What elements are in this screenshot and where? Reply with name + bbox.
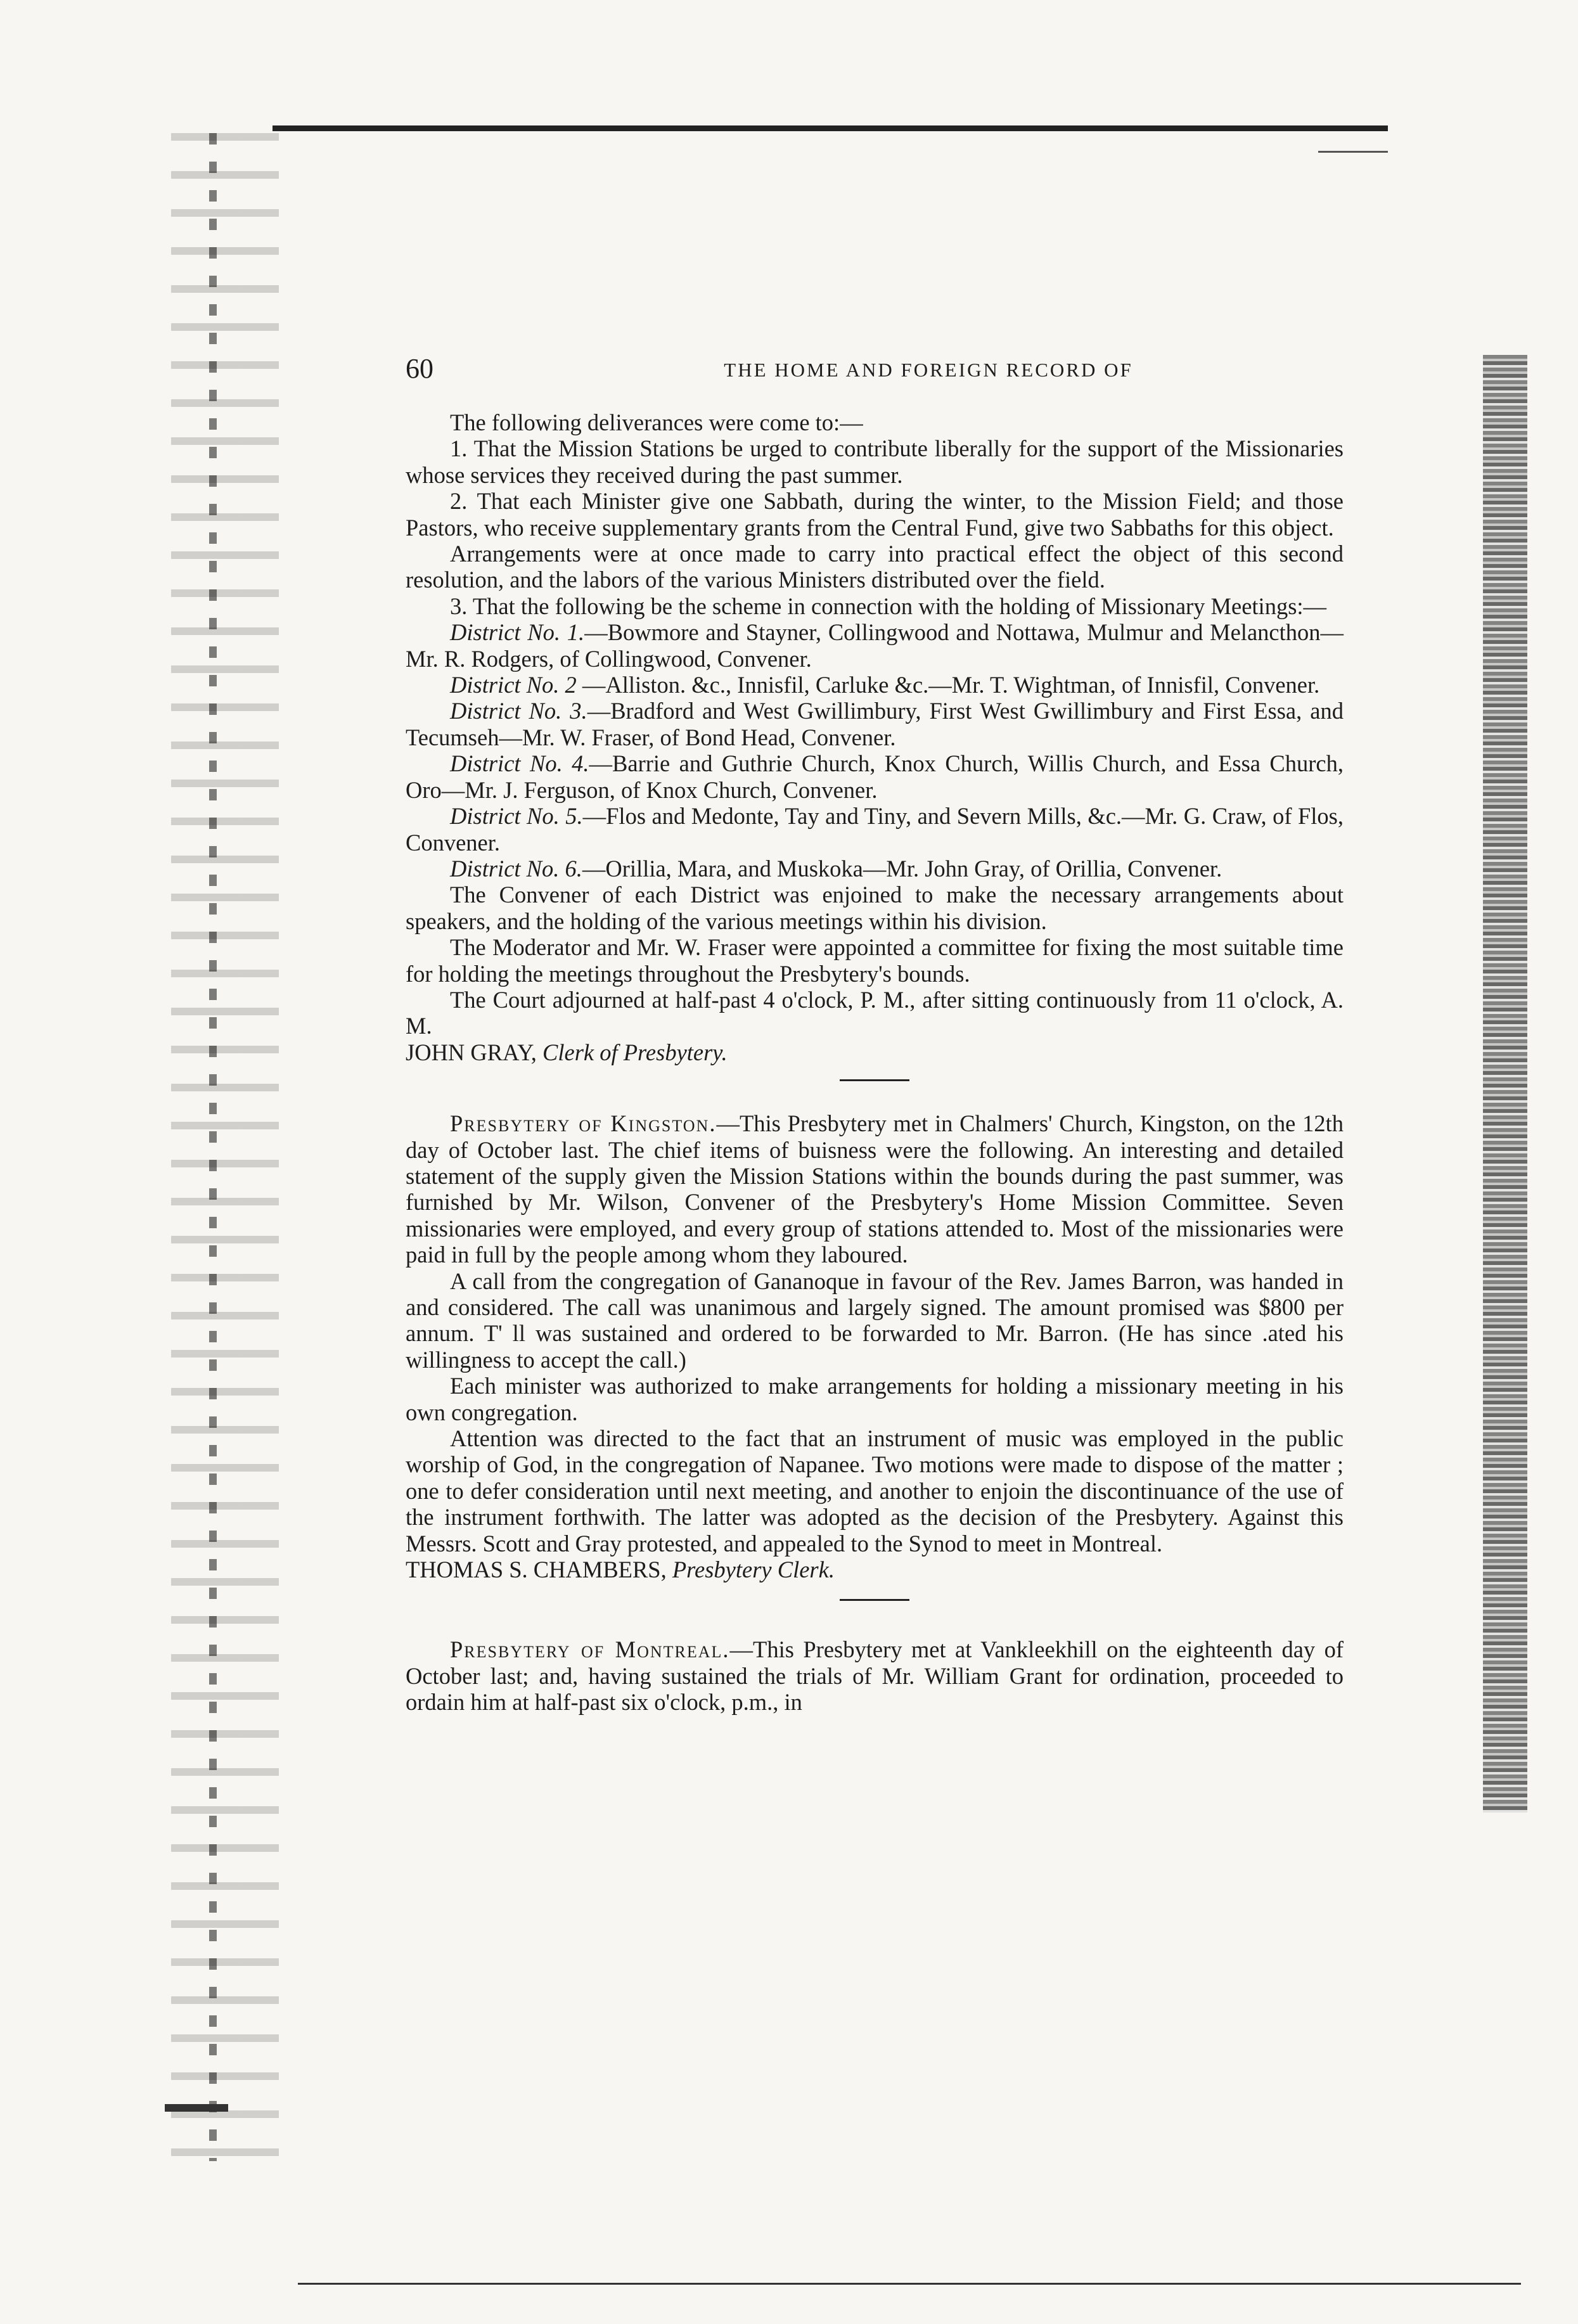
district-6-label: District No. 6. bbox=[450, 855, 582, 882]
district-1-text: —Bowmore and Stayner, Collingwood and Nottawa, Mulmur and Melancthon—Mr. R. Rodgers, of Collingwood, Convener. bbox=[406, 619, 1344, 672]
district-3 bbox=[406, 698, 1344, 750]
resolution-3: 3. That the following be the scheme in connection with the holding of Missionary Meetings:— bbox=[450, 593, 1327, 619]
district-5-text: —Flos and Medonte, Tay and Tiny, and Severn Mills, &c.—Mr. G. Craw, of Flos, Convener. bbox=[406, 803, 1344, 856]
district-1-label: District No. 1. bbox=[450, 619, 585, 646]
left-margin-print-bleed bbox=[171, 133, 279, 2161]
top-border-rule-fragment bbox=[1318, 151, 1388, 153]
montreal-text-1: —This Presbytery met at Vankleekhill on the eighteenth day of October last; and, having sustained the trials of Mr. William Grant for ordination, proceeded to ordain him at half-past six o'clock, p.m., in bbox=[406, 1636, 1344, 1716]
left-margin-base-mark bbox=[165, 2104, 228, 2112]
signature-title: Clerk of Presbytery. bbox=[542, 1039, 728, 1065]
district-3-text: —Bradford and West Gwillimbury, First West Gwillimbury and First Essa, and Tecumseh—Mr. W. Fraser, of Bond Head, Convener. bbox=[406, 698, 1344, 750]
section-divider bbox=[840, 1079, 909, 1081]
signature-name: JOHN GRAY, bbox=[406, 1039, 537, 1065]
district-2-label: District No. 2 bbox=[450, 672, 577, 698]
signature-name: THOMAS S. CHAMBERS, bbox=[406, 1557, 667, 1583]
district-4-label: District No. 4. bbox=[450, 750, 589, 777]
running-head: THE HOME AND FOREIGN RECORD OF bbox=[724, 359, 1133, 381]
left-margin-binding-marks bbox=[209, 133, 217, 2161]
adjourned-note: The Court adjourned at half-past 4 o'clock, P. M., after sitting continuously from 11 o'clock, A. M. bbox=[406, 986, 1344, 1039]
signature-john-gray bbox=[406, 1039, 1344, 1065]
montreal-heading: Presbytery of Montreal. bbox=[450, 1636, 730, 1663]
district-6-text: —Orillia, Mara, and Muskoka—Mr. John Gray, of Orillia, Convener. bbox=[582, 855, 1222, 882]
resolution-2: 2. That each Minister give one Sabbath, during the winter, to the Mission Field; and those Pastors, who receive supplementary grants from the Central Fund, give two Sabbaths for this object. bbox=[406, 488, 1344, 541]
montreal-paragraph-1 bbox=[406, 1636, 1344, 1715]
arrangements-paragraph: Arrangements were at once made to carry into practical effect the object of this second resolution, and the labors of the various Ministers distributed over the field. bbox=[406, 541, 1344, 593]
bottom-border-rule bbox=[298, 2283, 1521, 2285]
committee-note: The Moderator and Mr. W. Fraser were appointed a committee for fixing the most suitable time for holding the meetings throughout the Presbytery's bounds. bbox=[406, 934, 1344, 987]
district-3-label: District No. 3. bbox=[450, 698, 587, 724]
section-divider bbox=[840, 1599, 909, 1601]
district-2-text: —Alliston. &c., Innisfil, Carluke &c.—Mr. T. Wightman, of Innisfil, Convener. bbox=[576, 672, 1320, 698]
district-4-text: —Barrie and Guthrie Church, Knox Church, Willis Church, and Essa Church, Oro—Mr. J. Ferguson, of Knox Church, Convener. bbox=[406, 750, 1344, 803]
kingston-paragraph-3: Each minister was authorized to make arrangements for holding a missionary meeting in his own congregation. bbox=[406, 1373, 1344, 1425]
district-5-label: District No. 5. bbox=[450, 803, 583, 830]
page-header bbox=[406, 352, 1344, 390]
kingston-heading: Presbytery of Kingston. bbox=[450, 1110, 717, 1137]
kingston-paragraph-2: A call from the congregation of Gananoque in favour of the Rev. James Barron, was handed in and considered. The call was unanimous and largely signed. The amount promised was $800 per annum. T' ll was sustained and ordered to be forwarded to Mr. Barron. (He has since .ated his willingness to accept the call.) bbox=[406, 1268, 1344, 1373]
signature-thomas-chambers bbox=[406, 1557, 1344, 1583]
resolution-1: 1. That the Mission Stations be urged to contribute liberally for the support of the Missionaries whose services they received during the past summer. bbox=[406, 435, 1344, 488]
district-4 bbox=[406, 750, 1344, 803]
district-5 bbox=[406, 803, 1344, 856]
district-2 bbox=[406, 672, 1344, 698]
deliverances-intro: The following deliverances were come to:— bbox=[450, 409, 863, 435]
signature-title: Presbytery Clerk. bbox=[672, 1557, 835, 1583]
convener-note: The Convener of each District was enjoined to make the necessary arrangements about speakers, and the holding of the various meetings within his division. bbox=[406, 882, 1344, 934]
right-page-edge-scan-artifact bbox=[1483, 355, 1527, 1813]
kingston-text-1: —This Presbytery met in Chalmers' Church, Kingston, on the 12th day of October last. The chief items of buisness were the following. An interesting and detailed statement of the supply given the Mission Stations within the bounds during the past summer, was furnished by Mr. Wilson, Convener of the Presbytery's Home Mission Committee. Seven missionaries were employed, and every group of stations attended to. Most of the missionaries were paid in full by the people among whom they laboured. bbox=[406, 1110, 1344, 1268]
kingston-paragraph-4: Attention was directed to the fact that an instrument of music was employed in the public worship of God, in the congregation of Napanee. Two motions were made to dispose of the matter ; one to defer consideration until next meeting, and another to enjoin the discontinuance of the use of the instrument forthwith. The latter was adopted as the decision of the Presbytery. Against this Messrs. Scott and Gray protested, and appealed to the Synod to meet in Montreal. bbox=[406, 1425, 1344, 1557]
text-column bbox=[406, 409, 1344, 1716]
top-border-rule bbox=[273, 125, 1388, 131]
kingston-paragraph-1 bbox=[406, 1110, 1344, 1268]
district-1 bbox=[406, 619, 1344, 672]
district-6 bbox=[406, 856, 1344, 882]
page-number: 60 bbox=[406, 353, 433, 384]
